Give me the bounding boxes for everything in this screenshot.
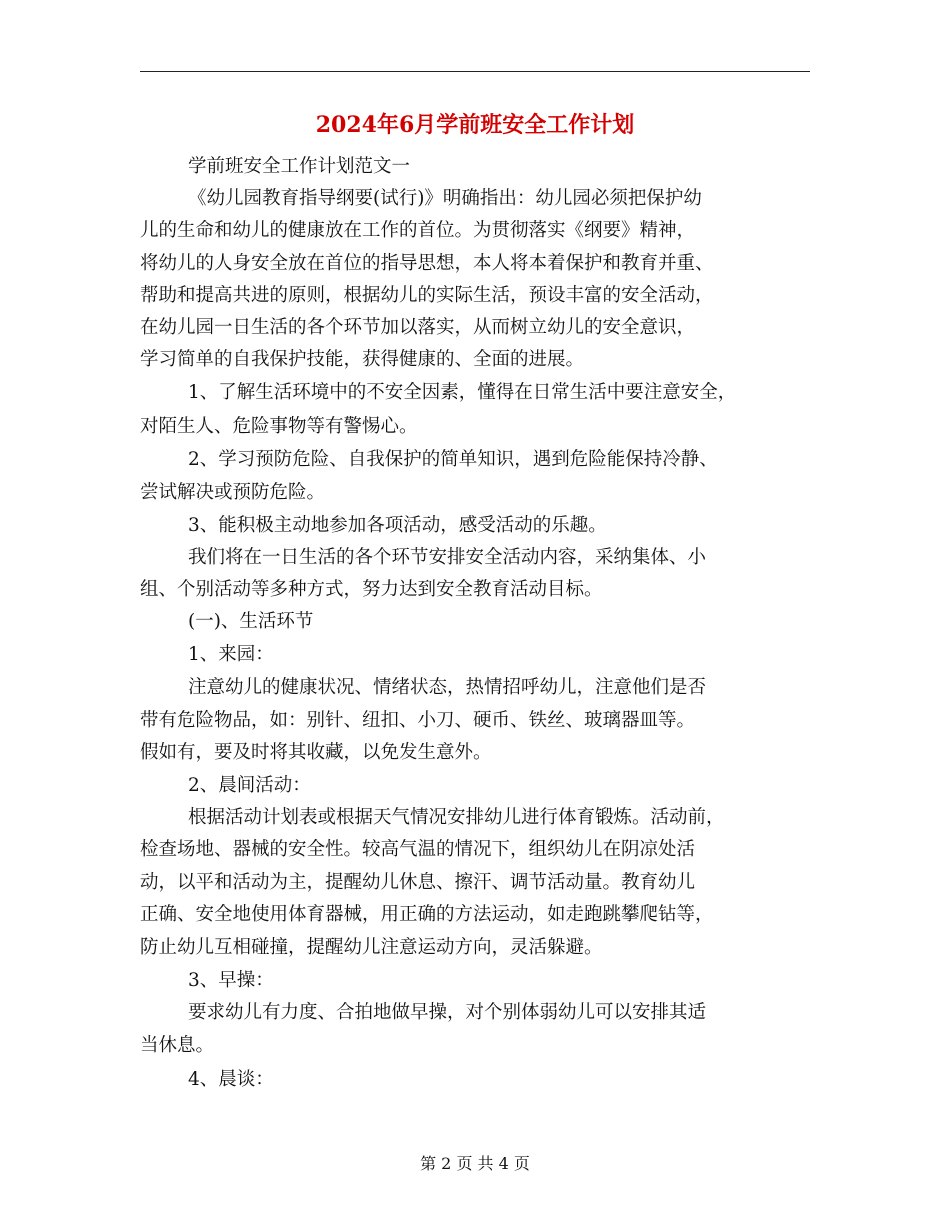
text-line: 动，以平和活动为主，提醒幼儿休息、擦汗、调节活动量。教育幼儿 <box>140 872 696 893</box>
text-line: 防止幼儿互相碰撞，提醒幼儿注意运动方向，灵活躲避。 <box>140 937 603 958</box>
text-line: 注意幼儿的健康状况、情绪状态，热情招呼幼儿，注意他们是否 <box>188 677 707 698</box>
text-line: 3、能积极主动地参加各项活动，感受活动的乐趣。 <box>188 515 607 536</box>
header-rule <box>140 71 810 72</box>
text-line: 组、个别活动等多种方式，努力达到安全教育活动目标。 <box>140 579 603 600</box>
text-line: 正确、安全地使用体育器械，用正确的方法运动，如走跑跳攀爬钻等， <box>140 904 714 925</box>
text-line: 儿的生命和幼儿的健康放在工作的首位。为贯彻落实《纲要》精神， <box>140 220 696 241</box>
text-line: 在幼儿园一日生活的各个环节加以落实，从而树立幼儿的安全意识， <box>140 317 696 338</box>
document-title: 2024年6月学前班安全工作计划 <box>315 112 635 138</box>
text-line: 带有危险物品，如：别针、纽扣、小刀、硬币、铁丝、玻璃器皿等。 <box>140 710 696 731</box>
text-line: 将幼儿的人身安全放在首位的指导思想，本人将本着保护和教育并重、 <box>140 253 714 274</box>
text-line: 对陌生人、危险事物等有警惕心。 <box>140 416 418 437</box>
text-line: 3、早操： <box>188 970 274 991</box>
text-line: 当休息。 <box>140 1035 215 1056</box>
text-line: 2、晨间活动： <box>188 775 311 796</box>
text-line: 2、学习预防危险、自我保护的简单知识，遇到危险能保持冷静、 <box>188 449 718 470</box>
page-footer: 第 2 页 共 4 页 <box>420 1154 530 1173</box>
text-line: 4、晨谈： <box>188 1069 274 1090</box>
text-line: 要求幼儿有力度、合拍地做早操，对个别体弱幼儿可以安排其适 <box>188 1002 707 1023</box>
text-line: 1、来园： <box>188 644 274 665</box>
text-line: 1、了解生活环境中的不安全因素，懂得在日常生活中要注意安全， <box>188 382 737 403</box>
text-line: 根据活动计划表或根据天气情况安排幼儿进行体育锻炼。活动前， <box>188 807 725 828</box>
text-line: (一)、生活环节 <box>188 611 314 632</box>
text-line: 学前班安全工作计划范文一 <box>188 156 411 177</box>
text-line: 检查场地、器械的安全性。较高气温的情况下，组织幼儿在阴凉处活 <box>140 839 696 860</box>
text-line: 学习简单的自我保护技能，获得健康的、全面的进展。 <box>140 349 585 370</box>
text-line: 《幼儿园教育指导纲要(试行)》明确指出：幼儿园必须把保护幼 <box>188 188 702 209</box>
text-line: 尝试解决或预防危险。 <box>140 482 326 503</box>
text-line: 假如有，要及时将其收藏，以免发生意外。 <box>140 742 492 763</box>
text-line: 我们将在一日生活的各个环节安排安全活动内容，采纳集体、小 <box>188 547 707 568</box>
text-line: 帮助和提高共进的原则，根据幼儿的实际生活，预设丰富的安全活动， <box>140 285 714 306</box>
